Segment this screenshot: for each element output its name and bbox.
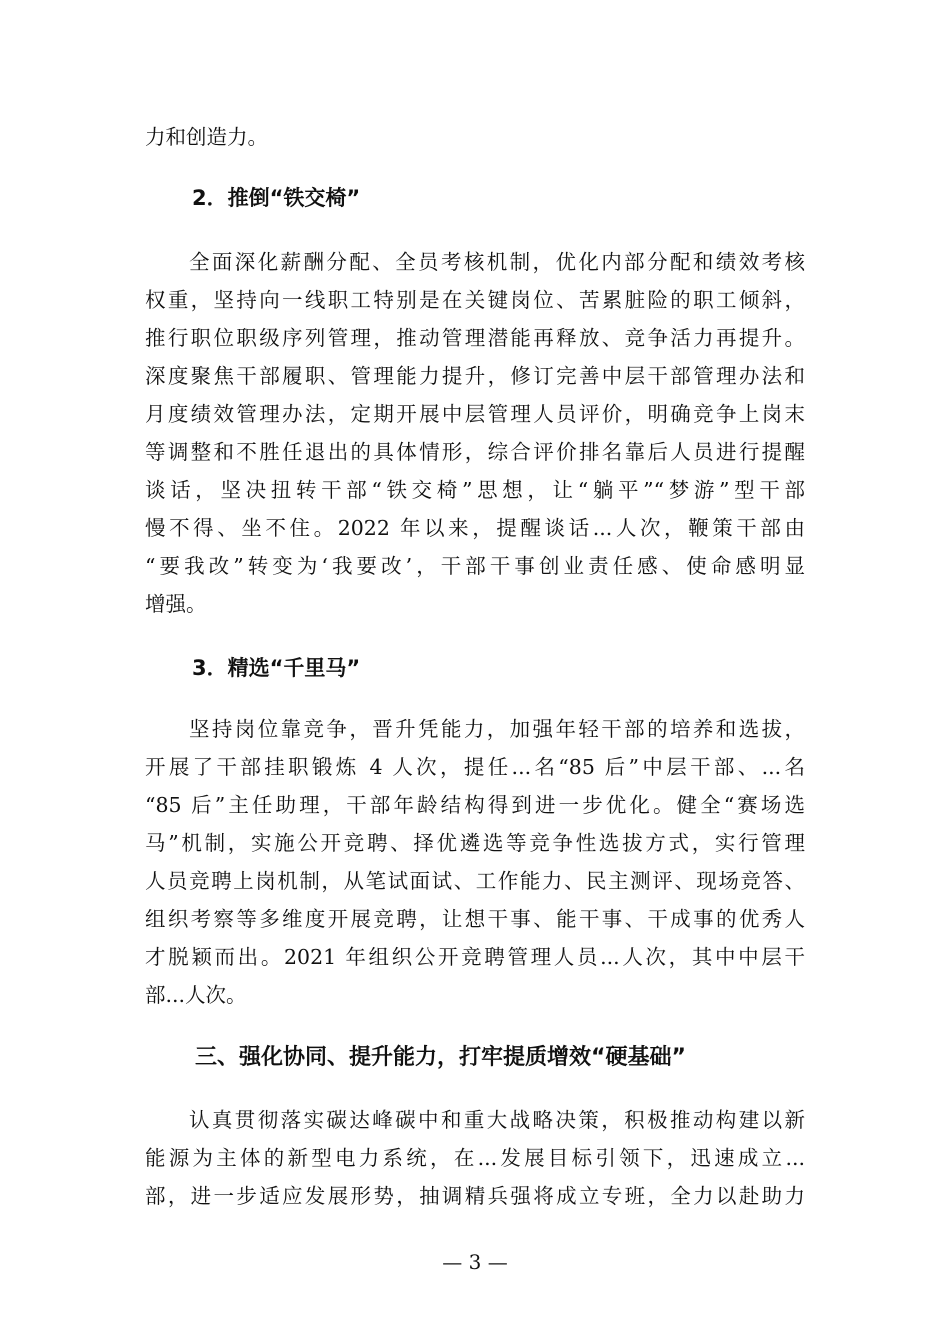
paragraph-line: 部，进一步适应发展形势，抽调精兵强将成立专班，全力以赴助力 (145, 1184, 805, 1208)
paragraph-line: 坚持岗位靠竞争，晋升凭能力，加强年轻干部的培养和选拔， (189, 717, 805, 741)
section-3-heading: 3．精选“千里马” (192, 656, 361, 680)
paragraph-line: 人员竞聘上岗机制，从笔试面试、工作能力、民主测评、现场竞答、 (145, 869, 805, 893)
paragraph-line: 部...人次。 (145, 983, 247, 1007)
paragraph-line: 马”机制，实施公开竞聘、择优遴选等竞争性选拔方式，实行管理 (145, 831, 805, 855)
paragraph-line: 才脱颖而出。2021 年组织公开竞聘管理人员...人次，其中中层干 (145, 945, 805, 969)
paragraph-line: 推行职位职级序列管理，推动管理潜能再释放、竞争活力再提升。 (145, 326, 805, 350)
paragraph-line: 认真贯彻落实碳达峰碳中和重大战略决策，积极推动构建以新 (189, 1108, 805, 1132)
paragraph-line: “85 后”主任助理，干部年龄结构得到进一步优化。健全“赛场选 (145, 793, 805, 817)
page-number: — 3 — (442, 1250, 508, 1274)
continuation-line: 力和创造力。 (145, 125, 268, 149)
paragraph-line: 组织考察等多维度开展竞聘，让想干事、能干事、干成事的优秀人 (145, 907, 805, 931)
paragraph-line: 等调整和不胜任退出的具体情形，综合评价排名靠后人员进行提醒 (145, 440, 805, 464)
paragraph-line: 慢不得、坐不住。2022 年以来，提醒谈话...人次，鞭策干部由 (145, 516, 805, 540)
paragraph-line: 谈话，坚决扭转干部“铁交椅”思想，让“躺平”“梦游”型干部 (145, 478, 805, 502)
paragraph-line: 月度绩效管理办法，定期开展中层管理人员评价，明确竞争上岗末 (145, 402, 805, 426)
section-major-heading: 三、强化协同、提升能力，打牢提质增效“硬基础” (195, 1045, 686, 1070)
paragraph-line: 开展了干部挂职锻炼 4 人次，提任...名“85 后”中层干部、...名 (145, 755, 805, 779)
section-2-heading: 2．推倒“铁交椅” (192, 186, 361, 210)
paragraph-line: 增强。 (145, 592, 207, 616)
paragraph-line: 深度聚焦干部履职、管理能力提升，修订完善中层干部管理办法和 (145, 364, 805, 388)
paragraph-line: “要我改”转变为‘我要改’，干部干事创业责任感、使命感明显 (145, 554, 805, 578)
paragraph-line: 全面深化薪酬分配、全员考核机制，优化内部分配和绩效考核 (189, 250, 805, 274)
paragraph-line: 能源为主体的新型电力系统，在...发展目标引领下，迅速成立... (145, 1146, 805, 1170)
paragraph-line: 权重，坚持向一线职工特别是在关键岗位、苦累脏险的职工倾斜， (145, 288, 805, 312)
